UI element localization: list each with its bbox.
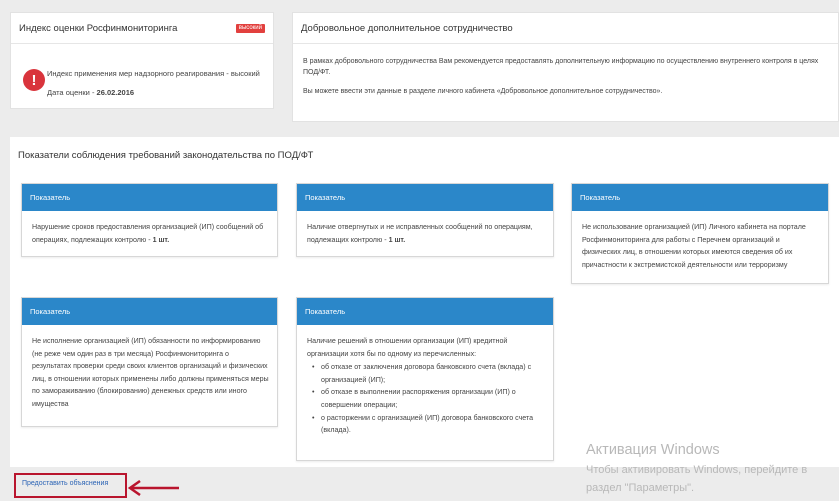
exclamation-icon: ! <box>23 69 45 91</box>
date-label: Дата оценки - <box>47 88 97 97</box>
indicator-card <box>21 183 278 257</box>
assessment-date <box>47 88 260 98</box>
card-text <box>297 325 553 445</box>
panel-title: Добровольное дополнительное сотрудничество <box>301 22 513 34</box>
voluntary-cooperation-panel <box>292 12 839 122</box>
list-item: • о расторжении с организацией (ИП) договора банковского счета (вклада). <box>307 412 545 437</box>
card-header: Показатель <box>22 298 277 325</box>
watermark-line: раздел "Параметры". <box>586 482 695 494</box>
card-count: 1 шт. <box>388 235 406 244</box>
indicator-card <box>571 183 829 284</box>
indicator-card <box>296 183 554 257</box>
coop-paragraph-2: Вы можете ввести эти данные в разделе личного кабинета «Добровольное дополнительное сотрудничество». <box>303 88 663 95</box>
watermark-title: Активация Windows <box>586 442 720 458</box>
decision-list <box>307 361 545 437</box>
panel-header <box>11 13 273 44</box>
panel-title: Индекс оценки Росфинмониторинга <box>19 22 178 34</box>
coop-paragraph-1: В рамках добровольного сотрудничества Вам рекомендуется предоставлять дополнительную информацию по осуществлению внутреннего контроля в целях ПОД/ФТ. <box>303 58 819 76</box>
risk-badge: высокий <box>236 24 265 33</box>
card-intro: Наличие решений в отношении организации (ИП) кредитной организации хотя бы по одному из перечисленных: <box>307 337 508 358</box>
arrow-left-icon <box>126 480 180 496</box>
card-count: 1 шт. <box>152 235 170 244</box>
rosfin-index-panel <box>10 12 274 109</box>
windows-activation-watermark <box>586 441 807 497</box>
section-title: Показатели соблюдения требований законодательства по ПОД/ФТ <box>18 150 314 161</box>
indicator-card <box>21 297 278 427</box>
card-text: Не исполнение организацией (ИП) обязанности по информированию (не реже чем один раз в три месяца) Росфинмониторинга о результатах проверки среди своих клиентов организаций и физических лиц, в отношении которых применены либо должны применяться меры по замораживанию (блокированию) денежных средств или иного имущества <box>32 337 269 408</box>
card-header: Показатель <box>22 184 277 211</box>
list-item: • об отказе в выполнении распоряжения организации (ИП) о совершении операции; <box>307 386 545 411</box>
date-value: 26.02.2016 <box>96 88 135 97</box>
card-text: Нарушение сроков предоставления организацией (ИП) сообщений об операциях, подлежащих контролю - 1 шт. <box>32 223 264 244</box>
measure-text: Индекс применения мер надзорного реагирования - высокий <box>47 69 260 78</box>
indicator-card <box>296 297 554 461</box>
card-header: Показатель <box>297 184 553 211</box>
card-header: Показатель <box>297 298 553 325</box>
card-text: Не использование организацией (ИП) Личного кабинета на портале Росфинмониторинга для работы с Перечнем организаций и физических лиц, в отношении которых имеются сведения об их причастности к экстремистской деятельности или терроризму <box>582 223 806 269</box>
watermark-line: Чтобы активировать Windows, перейдите в <box>586 464 808 476</box>
list-item: • об отказе от заключения договора банковского счета (вклада) с организацией (ИП); <box>307 361 545 386</box>
panel-header <box>293 13 838 44</box>
card-header: Показатель <box>572 184 828 211</box>
provide-explanation-link[interactable]: Предоставить объяснения <box>14 473 127 498</box>
card-text: Наличие отвергнутых и не исправленных сообщений по операциям, подлежащих контролю - 1 шт. <box>307 223 533 244</box>
